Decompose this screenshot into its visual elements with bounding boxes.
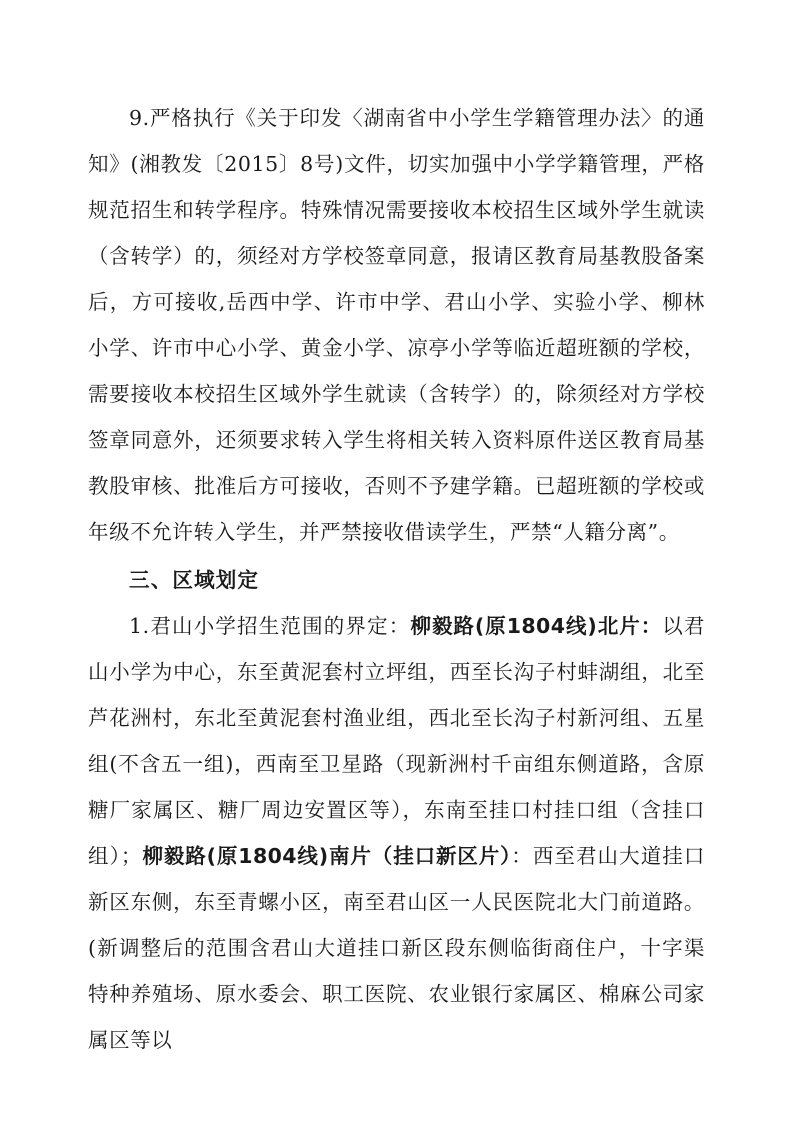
paragraph-item-9: 9.严格执行《关于印发〈湖南省中小学生学籍管理办法〉的通知》(湘教发〔2015〕8号)文件，切实加强中小学学籍管理，严格规范招生和转学程序。特殊情况需要接收本校招生区域外学生就读（含转学）的，须经对方学校签章同意，报请区教育局基教股备案后，方可接收,岳西中学、许市中学、君山小学、实验小学、柳林小学、许市中心小学、黄金小学、凉亭小学等临近超班额的学校，需要接收本校招生区域外学生就读（含转学）的，除须经对方学校签章同意外，还须要求转入学生将相关转入资料原件送区教育局基教股审核、批准后方可接收，否则不予建学籍。已超班额的学校或年级不允许转入学生，并严禁接收借读学生，严禁“人籍分离”。 (88, 106, 705, 544)
run-bold-south-section: 柳毅路(原1804线)南片（挂口新区片） (142, 844, 512, 868)
run-bold-north-section: 柳毅路(原1804线)北片： (410, 614, 663, 638)
document-body (88, 95, 705, 1063)
run-normal-1: 1.君山小学招生范围的界定： (129, 614, 411, 638)
run-normal-3: ：西至君山大道挂口新区东侧，东至青螺小区，南至君山区一人民医院北大门前道路。(新调整后的范围含君山大道挂口新区段东侧临街商住户，十字渠特种养殖场、原水委会、职工医院、农业银行家属区、棉麻公司家属区等以 (88, 844, 705, 1052)
heading-section-three: 三、区域划定 (129, 568, 260, 592)
run-normal-2: 以君山小学为中心，东至黄泥套村立坪组，西至长沟子村蚌湖组，北至芦花洲村，东北至黄泥套村渔业组，西北至长沟子村新河组、五星组(不含五一组)，西南至卫星路（现新洲村千亩组东侧道路，含原糖厂家属区、糖厂周边安置区等），东南至挂口村挂口组（含挂口组）； (88, 614, 705, 868)
paragraph-item-1 (88, 603, 705, 1063)
